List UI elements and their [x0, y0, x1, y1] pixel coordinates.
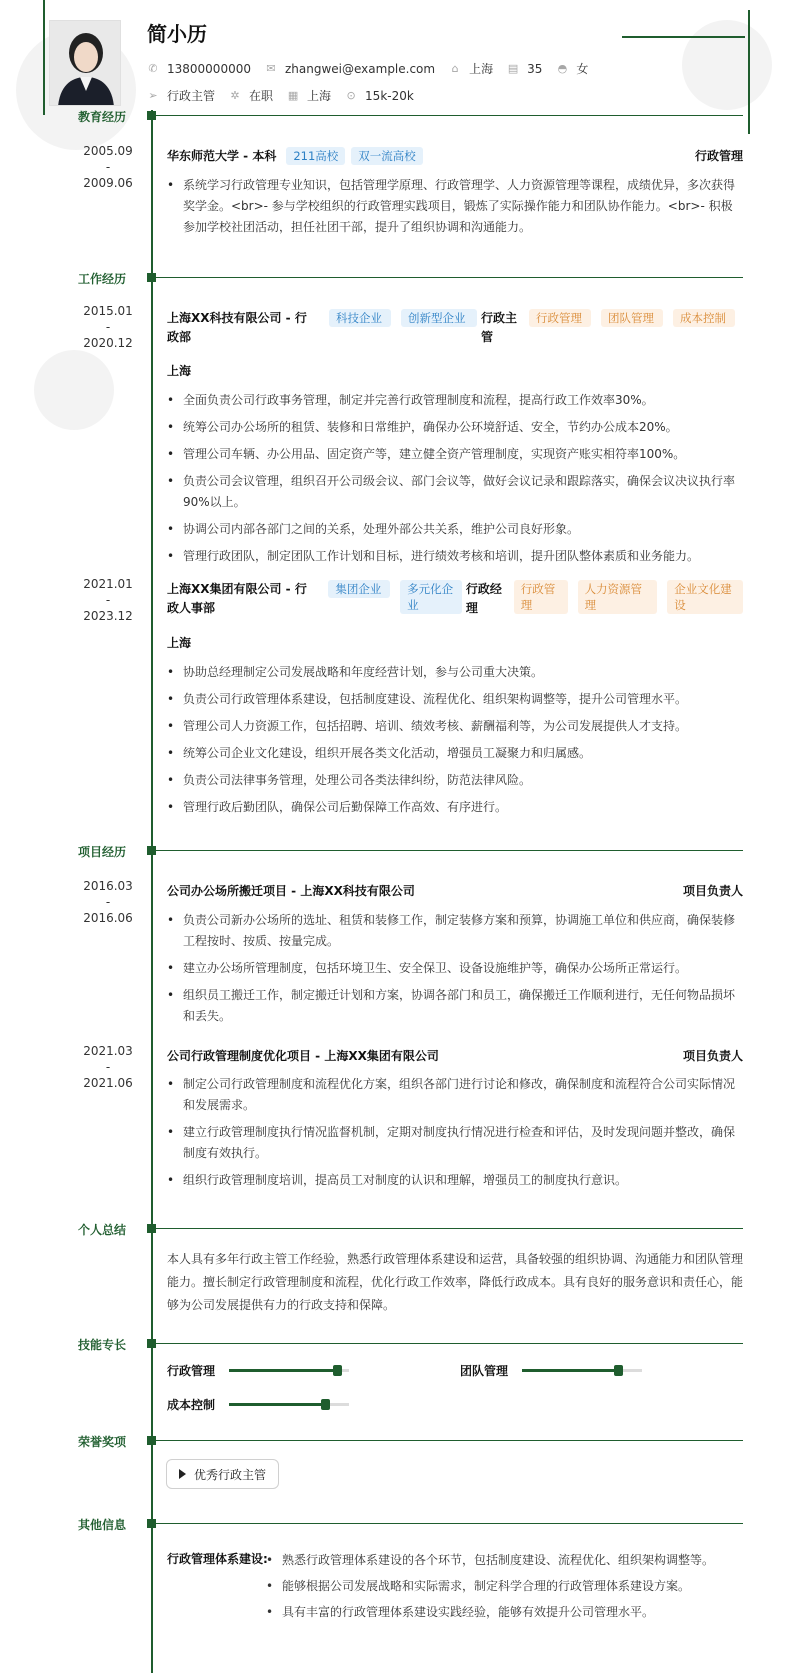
skill-item	[167, 1362, 349, 1379]
email-address: zhangwei@example.com	[284, 61, 436, 76]
project-date: 2021.03 - 2021.06	[83, 1044, 133, 1090]
project-header	[167, 1047, 743, 1064]
project-role: 项目负责人	[682, 1049, 743, 1063]
gender-icon: ◓	[557, 61, 568, 75]
section-divider	[152, 1440, 743, 1441]
list-item: • 系统学习行政管理专业知识，包括管理学原理、行政管理学、人力资源管理等课程，成绩优异，多次获得奖学金。<br>- 参与学校组织的行政管理实践项目，锻炼了实际操作能力和团队协作能力。<br>- 积极参加学校社团活动，担任社团干部，提升了组织协调和沟通能力。	[167, 175, 743, 238]
summary-text: 本人具有多年行政主管工作经验，熟悉行政管理体系建设和运营，具备较强的组织协调、沟通能力和团队管理能力。擅长制定行政管理制度和流程，优化行政工作效率，降低行政成本。具有良好的服务意识和责任心，能够为公司发展提供有力的行政支持和保障。	[167, 1252, 744, 1312]
other-info-list	[264, 1550, 743, 1628]
list-item: • 统筹公司办公场所的租赁、装修和日常维护，确保办公环境舒适、安全，节约办公成本20%。	[167, 417, 743, 438]
school-name: 华东师范大学 - 本科	[167, 149, 277, 163]
list-item: • 负责公司会议管理，组织召开公司级会议、部门会议等，做好会议记录和跟踪落实，确保会议决议执行率90%以上。	[167, 471, 743, 513]
skill-tag: 成本控制	[673, 309, 735, 327]
skill-name: 行政管理	[167, 1364, 216, 1378]
section-divider	[152, 1343, 743, 1344]
company-tag: 科技企业	[329, 309, 391, 327]
skill-name: 团队管理	[460, 1364, 509, 1378]
decor-line-top-right-h	[622, 36, 745, 38]
project-title: 公司行政管理制度优化项目 - 上海XX集团有限公司	[167, 1049, 439, 1063]
work-bullets	[167, 390, 743, 573]
section-title-other: 其他信息	[77, 1518, 126, 1532]
list-item: • 协调公司内部各部门之间的关系，处理外部公共关系，维护公司良好形象。	[167, 519, 743, 540]
intent-row	[147, 87, 428, 104]
candidate-name: 简小历	[147, 22, 207, 46]
phone-number: 13800000000	[167, 61, 251, 76]
job-intent: 行政主管	[167, 89, 216, 103]
list-item: • 全面负责公司行政事务管理，制定并完善行政管理制度和流程，提高行政工作效率30%。	[167, 390, 743, 411]
salary-icon: ⊙	[346, 88, 356, 102]
list-item: • 能够根据公司发展战略和实际需求，制定科学合理的行政管理体系建设方案。	[264, 1576, 743, 1597]
work-header	[167, 580, 743, 618]
email-icon: ✉	[266, 61, 276, 75]
section-title-education: 教育经历	[77, 110, 126, 124]
project-date: 2016.03 - 2016.06	[83, 879, 133, 925]
decor-line-left	[43, 0, 45, 115]
list-item: • 建立办公场所管理制度，包括环境卫生、安全保卫、设备设施维护等，确保办公场所正常运行。	[167, 958, 743, 979]
contact-row	[147, 60, 602, 77]
skill-bar	[522, 1369, 642, 1372]
skill-level-knob	[614, 1365, 623, 1376]
decor-circle-top-right	[682, 20, 772, 110]
skill-level-fill	[229, 1403, 325, 1406]
project-header	[167, 882, 743, 899]
section-divider	[152, 850, 743, 851]
list-item: • 负责公司新办公场所的选址、租赁和装修工作，制定装修方案和预算，协调施工单位和供应商，确保装修工程按时、按质、按量完成。	[167, 910, 743, 952]
education-header	[167, 147, 743, 165]
skill-tag: 团队管理	[601, 309, 663, 327]
send-icon: ➢	[148, 88, 158, 102]
avatar	[49, 20, 121, 106]
caret-right-icon	[179, 1469, 186, 1479]
phone-icon: ✆	[148, 61, 158, 75]
skill-bar	[229, 1403, 349, 1406]
honor-label: 优秀行政主管	[194, 1467, 267, 1482]
project-bullets	[167, 1074, 743, 1197]
education-bullets	[167, 175, 743, 244]
skill-tag: 人力资源管理	[578, 580, 658, 614]
list-item: • 统筹公司企业文化建设，组织开展各类文化活动，增强员工凝聚力和归属感。	[167, 743, 743, 764]
list-item: • 制定公司行政管理制度和流程优化方案，组织各部门进行讨论和修改，确保制度和流程符合公司实际情况和发展需求。	[167, 1074, 743, 1116]
company-title: 上海XX集团有限公司 - 行政人事部	[167, 582, 307, 615]
company-tag: 多元化企业	[400, 580, 462, 614]
skill-level-fill	[522, 1369, 618, 1372]
section-divider	[152, 1523, 743, 1524]
education-date: 2005.09 - 2009.06	[83, 144, 133, 190]
list-item: • 组织员工搬迁工作，制定搬迁计划和方案，协调各部门和员工，确保搬迁工作顺利进行，无任何物品损坏和丢失。	[167, 985, 743, 1027]
skill-tag: 行政管理	[514, 580, 568, 614]
project-title: 公司办公场所搬迁项目 - 上海XX科技有限公司	[167, 884, 415, 898]
list-item: • 建立行政管理制度执行情况监督机制，定期对制度执行情况进行检查和评估，及时发现问题并整改，确保制度有效执行。	[167, 1122, 743, 1164]
list-item: • 负责公司行政管理体系建设，包括制度建设、流程优化、组织架构调整等，提升公司管理水平。	[167, 689, 743, 710]
location: 上海	[469, 62, 494, 76]
status-icon: ✲	[230, 88, 240, 102]
list-item: • 熟悉行政管理体系建设的各个环节，包括制度建设、流程优化、组织架构调整等。	[264, 1550, 743, 1571]
section-divider	[152, 277, 743, 278]
home-icon: ⌂	[451, 61, 459, 75]
building-icon: ▦	[287, 88, 299, 102]
company-title: 上海XX科技有限公司 - 行政部	[167, 311, 307, 344]
decor-circle-left	[34, 350, 114, 430]
section-title-work: 工作经历	[77, 272, 126, 286]
decor-line-top-right-v	[748, 10, 750, 134]
list-item: • 组织行政管理制度培训，提高员工对制度的认识和理解，增强员工的制度执行意识。	[167, 1170, 743, 1191]
list-item: • 管理公司车辆、办公用品、固定资产等，建立健全资产管理制度，实现资产账实相符率100%。	[167, 444, 743, 465]
company-tag: 集团企业	[328, 580, 390, 598]
skill-level-fill	[229, 1369, 337, 1372]
section-divider	[152, 1228, 743, 1229]
calendar-icon: ▤	[507, 61, 519, 75]
list-item: • 负责公司法律事务管理，处理公司各类法律纠纷，防范法律风险。	[167, 770, 743, 791]
target-city: 上海	[307, 89, 332, 103]
project-role: 项目负责人	[682, 884, 743, 898]
employment-status: 在职	[249, 89, 274, 103]
age: 35	[527, 61, 543, 76]
work-date: 2021.01 - 2023.12	[83, 577, 133, 623]
work-date: 2015.01 - 2020.12	[83, 304, 133, 350]
skill-name: 成本控制	[167, 1398, 216, 1412]
skill-tag: 行政管理	[529, 309, 591, 327]
work-bullets	[167, 662, 743, 824]
job-role: 行政经理	[465, 582, 502, 615]
skill-item	[167, 1396, 349, 1413]
section-title-project: 项目经历	[77, 845, 126, 859]
job-role: 行政主管	[481, 311, 518, 344]
list-item: • 协助总经理制定公司发展战略和年度经营计划，参与公司重大决策。	[167, 662, 743, 683]
section-divider	[152, 115, 743, 116]
work-location: 上海	[167, 364, 192, 378]
skill-level-knob	[333, 1365, 342, 1376]
gender: 女	[576, 62, 589, 76]
work-header	[167, 309, 743, 347]
section-title-skills: 技能专长	[77, 1338, 126, 1352]
list-item: • 管理行政后勤团队，确保公司后勤保障工作高效、有序进行。	[167, 797, 743, 818]
skill-item	[460, 1362, 642, 1379]
other-info-label: 行政管理体系建设:	[167, 1552, 268, 1566]
work-location: 上海	[167, 636, 192, 650]
school-tag: 双一流高校	[351, 147, 423, 165]
honor-badge[interactable]	[166, 1459, 279, 1489]
major: 行政管理	[694, 149, 743, 163]
skill-level-knob	[321, 1399, 330, 1410]
expected-salary: 15k-20k	[365, 88, 414, 103]
skill-bar	[229, 1369, 349, 1372]
list-item: • 管理公司人力资源工作，包括招聘、培训、绩效考核、薪酬福利等，为公司发展提供人才支持。	[167, 716, 743, 737]
project-bullets	[167, 910, 743, 1033]
skill-tag: 企业文化建设	[667, 580, 743, 614]
company-tag: 创新型企业	[401, 309, 477, 327]
section-title-honors: 荣誉奖项	[77, 1435, 126, 1449]
list-item: • 具有丰富的行政管理体系建设实践经验，能够有效提升公司管理水平。	[264, 1602, 743, 1623]
school-tag: 211高校	[286, 147, 345, 165]
section-title-summary: 个人总结	[77, 1223, 126, 1237]
list-item: • 管理行政团队，制定团队工作计划和目标，进行绩效考核和培训，提升团队整体素质和业务能力。	[167, 546, 743, 567]
